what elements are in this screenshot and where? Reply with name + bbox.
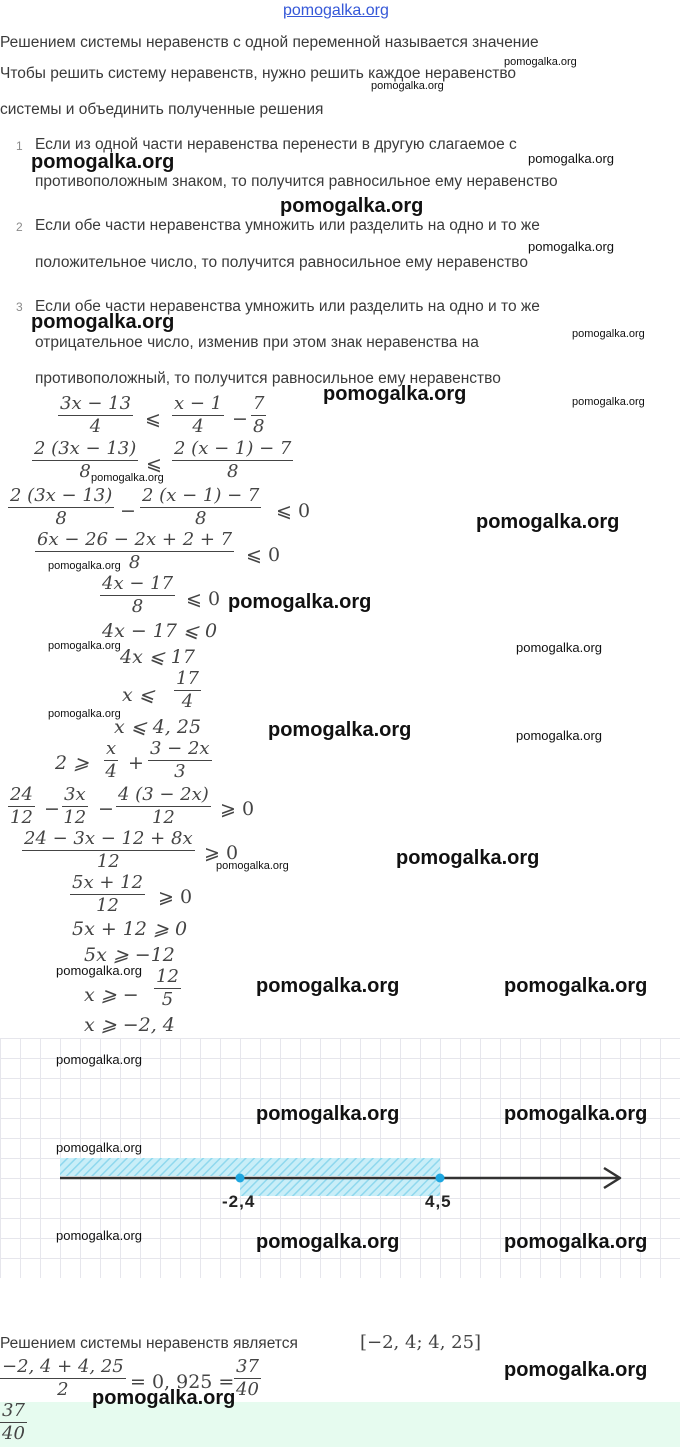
fraction: 3 − 2x 3 [150,738,210,782]
fraction: 3x − 13 4 [60,393,132,437]
relation-rhs: ⩽ 0 [246,544,281,566]
fraction: x − 1 4 [174,393,223,437]
point-left [236,1174,245,1183]
math-line: 4x ⩽ 17 [120,646,195,668]
watermark: pomogalka.org [256,1231,400,1253]
intro-line-1: Решением системы неравенств с одной переменной называется значение [0,34,539,51]
watermark: pomogalka.org [516,640,602,655]
watermark: pomogalka.org [504,1103,648,1125]
fraction: 24 − 3x − 12 + 8x 12 [24,828,193,872]
fraction: 12 5 [156,966,179,1010]
midpoint-equals: = 0, 925 = [130,1371,235,1393]
watermark: pomogalka.org [528,151,614,166]
watermark: pomogalka.org [256,975,400,997]
watermark: pomogalka.org [91,472,164,484]
watermark: pomogalka.org [572,396,645,408]
math-line: 2 ⩾ [55,752,90,774]
watermark: pomogalka.org [504,975,648,997]
fraction: 4 (3 − 2x) 12 [118,784,209,828]
watermark: pomogalka.org [56,1228,142,1243]
math-line: x ⩽ 4, 25 [114,716,202,738]
rule-text: положительное число, то получится равносильное ему неравенство [35,254,528,271]
watermark: pomogalka.org [516,728,602,743]
fraction: 6x − 26 − 2x + 2 + 7 8 [37,529,233,573]
watermark: pomogalka.org [56,1052,142,1067]
intro-line-2: Чтобы решить систему неравенств, нужно решить каждое неравенство [0,65,517,82]
solution-hatch-right [240,1178,440,1196]
fraction: 2 (3x − 13) 8 [34,438,137,482]
rule-text: Если обе части неравенства умножить или разделить на одно и то же [35,298,540,315]
rule-text: противоположный, то получится равносильное ему неравенство [35,370,501,387]
rule-text: Если обе части неравенства умножить или разделить на одно и то же [35,217,540,234]
watermark: pomogalka.org [504,1359,648,1381]
fraction: x 4 [105,738,117,782]
math-line: 5x + 12 ⩾ 0 [72,918,188,940]
relation-rhs: ⩾ 0 [220,798,255,820]
fraction: 2 (3x − 13) 8 [10,485,113,529]
math-line: 5x ⩾ −12 [84,944,175,966]
watermark: pomogalka.org [228,591,372,613]
math-line: x ⩾ −2, 4 [84,1014,175,1036]
watermark: pomogalka.org [504,56,577,68]
math-line: x ⩾ − [84,984,139,1006]
plus-sign: + [128,752,144,774]
point-label-left: -2,4 [222,1192,256,1211]
rule-number: 2 [16,220,23,234]
fraction: 17 4 [176,668,199,712]
watermark: pomogalka.org [48,560,121,572]
minus-sign: − [232,408,248,430]
point-right [436,1174,445,1183]
watermark: pomogalka.org [92,1387,236,1409]
watermark: pomogalka.org [280,195,424,217]
conclusion-text: Решением системы неравенств является [0,1335,298,1352]
relation-sign: ⩽ [146,453,162,475]
watermark: pomogalka.org [216,860,289,872]
watermark: pomogalka.org [476,511,620,533]
watermark: pomogalka.org [371,80,444,92]
intro-line-3: системы и объединить полученные решения [0,101,324,118]
fraction: 24 12 [10,784,33,828]
site-logo-link[interactable]: pomogalka.org [283,2,389,19]
solution-hatch-left [60,1158,440,1176]
relation-rhs: ⩾ 0 [158,886,193,908]
watermark: pomogalka.org [528,239,614,254]
watermark: pomogalka.org [48,640,121,652]
relation-rhs: ⩾ 0 [204,842,239,864]
fraction: 3x 12 [63,784,87,828]
minus-sign: − [120,500,136,522]
watermark: pomogalka.org [572,328,645,340]
solution-interval: [−2, 4; 4, 25] [360,1332,482,1353]
watermark: pomogalka.org [256,1103,400,1125]
math-line: x ⩽ [122,684,155,706]
fraction: 5x + 12 12 [72,872,144,916]
relation-sign: ⩽ [145,408,161,430]
rule-text: отрицательное число, изменив при этом знак неравенства на [35,334,479,351]
fraction: 7 8 [253,393,265,437]
point-label-right: 4,5 [425,1192,452,1211]
minus-sign: − [98,798,114,820]
answer-fraction: 37 40 [2,1400,25,1444]
rule-text: противоположным знаком, то получится равносильное ему неравенство [35,173,558,190]
rule-text: Если из одной части неравенства перенести в другую слагаемое с [35,136,517,153]
relation-rhs: ⩽ 0 [276,500,311,522]
watermark: pomogalka.org [268,719,412,741]
rule-number: 3 [16,300,23,314]
math-line: 4x − 17 ⩽ 0 [102,620,218,642]
relation-rhs: ⩽ 0 [186,588,221,610]
fraction: 2 (x − 1) − 7 8 [174,438,292,482]
midpoint-fraction: −2, 4 + 4, 25 2 [2,1356,124,1400]
watermark: pomogalka.org [48,708,121,720]
watermark: pomogalka.org [323,383,467,405]
watermark: pomogalka.org [504,1231,648,1253]
result-fraction: 37 40 [236,1356,259,1400]
watermark: pomogalka.org [56,1140,142,1155]
watermark: pomogalka.org [31,311,175,333]
watermark: pomogalka.org [56,963,142,978]
fraction: 4x − 17 8 [102,573,174,617]
minus-sign: − [44,798,60,820]
fraction: 2 (x − 1) − 7 8 [142,485,260,529]
rule-number: 1 [16,139,23,153]
watermark: pomogalka.org [31,151,175,173]
watermark: pomogalka.org [396,847,540,869]
